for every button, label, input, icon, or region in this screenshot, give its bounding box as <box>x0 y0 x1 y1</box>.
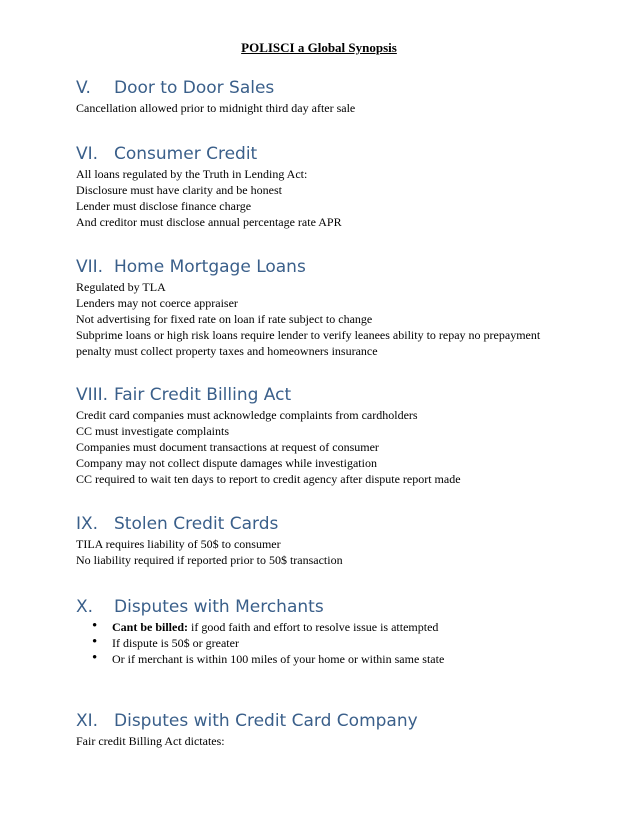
section-heading <box>76 385 596 405</box>
bullet-item <box>76 619 596 635</box>
section-line: CC required to wait ten days to report to credit agency after dispute report made <box>76 472 461 486</box>
section-line: Credit card companies must acknowledge complaints from cardholders <box>76 408 418 422</box>
document-title: POLISCI a Global Synopsis <box>241 40 397 55</box>
bullet-item <box>76 635 596 651</box>
section-line: No liability required if reported prior to 50$ transaction <box>76 553 343 567</box>
section-title: Home Mortgage Loans <box>114 257 306 277</box>
section-disputes-with-merchants <box>76 597 596 667</box>
section-heading <box>76 257 596 277</box>
section-consumer-credit <box>76 144 596 230</box>
section-line: penalty must collect property taxes and homeowners insurance <box>76 344 378 358</box>
section-number: X. <box>76 597 94 617</box>
section-title: Fair Credit Billing Act <box>114 385 292 405</box>
bullet-list <box>76 619 596 667</box>
section-fair-credit-billing-act <box>76 385 596 487</box>
section-home-mortgage-loans <box>76 257 596 359</box>
section-stolen-credit-cards <box>76 514 596 568</box>
section-heading <box>76 711 596 731</box>
section-line: TILA requires liability of 50$ to consumer <box>76 537 281 551</box>
section-title: Door to Door Sales <box>114 78 275 98</box>
bullet-item <box>76 651 596 667</box>
section-line: CC must investigate complaints <box>76 424 229 438</box>
section-disputes-with-credit-card-company <box>76 711 596 749</box>
section-heading <box>76 144 596 164</box>
section-title: Disputes with Merchants <box>114 597 324 617</box>
section-number: IX. <box>76 514 99 534</box>
section-number: VI. <box>76 144 99 164</box>
bullet-icon: • <box>92 650 98 666</box>
bullet-bold-text: Cant be billed: <box>112 620 189 634</box>
section-number: V. <box>76 78 91 98</box>
section-line: Subprime loans or high risk loans require lender to verify leanees ability to repay no prepayment <box>76 328 541 342</box>
section-line: Lender must disclose finance charge <box>76 199 252 213</box>
section-title: Disputes with Credit Card Company <box>114 711 418 731</box>
section-title: Stolen Credit Cards <box>114 514 279 534</box>
section-title: Consumer Credit <box>114 144 258 164</box>
section-line: Fair credit Billing Act dictates: <box>76 734 225 748</box>
bullet-text: if good faith and effort to resolve issue is attempted <box>188 620 439 634</box>
bullet-text: If dispute is 50$ or greater <box>112 636 239 650</box>
section-line: Regulated by TLA <box>76 280 166 294</box>
section-heading <box>76 514 596 534</box>
section-line: And creditor must disclose annual percentage rate APR <box>76 215 342 229</box>
section-line: Companies must document transactions at request of consumer <box>76 440 379 454</box>
bullet-text: Or if merchant is within 100 miles of your home or within same state <box>112 652 445 666</box>
section-line: Disclosure must have clarity and be honest <box>76 183 282 197</box>
section-number: VIII. <box>76 385 109 405</box>
section-line: All loans regulated by the Truth in Lending Act: <box>76 167 308 181</box>
section-line: Lenders may not coerce appraiser <box>76 296 238 310</box>
section-heading <box>76 597 596 617</box>
section-line: Not advertising for fixed rate on loan if rate subject to change <box>76 312 373 326</box>
section-door-to-door-sales <box>76 78 596 116</box>
section-number: VII. <box>76 257 104 277</box>
section-number: XI. <box>76 711 99 731</box>
bullet-icon: • <box>92 618 98 634</box>
section-heading <box>76 78 596 98</box>
bullet-icon: • <box>92 634 98 650</box>
section-line: Company may not collect dispute damages while investigation <box>76 456 377 470</box>
section-line: Cancellation allowed prior to midnight third day after sale <box>76 101 356 115</box>
